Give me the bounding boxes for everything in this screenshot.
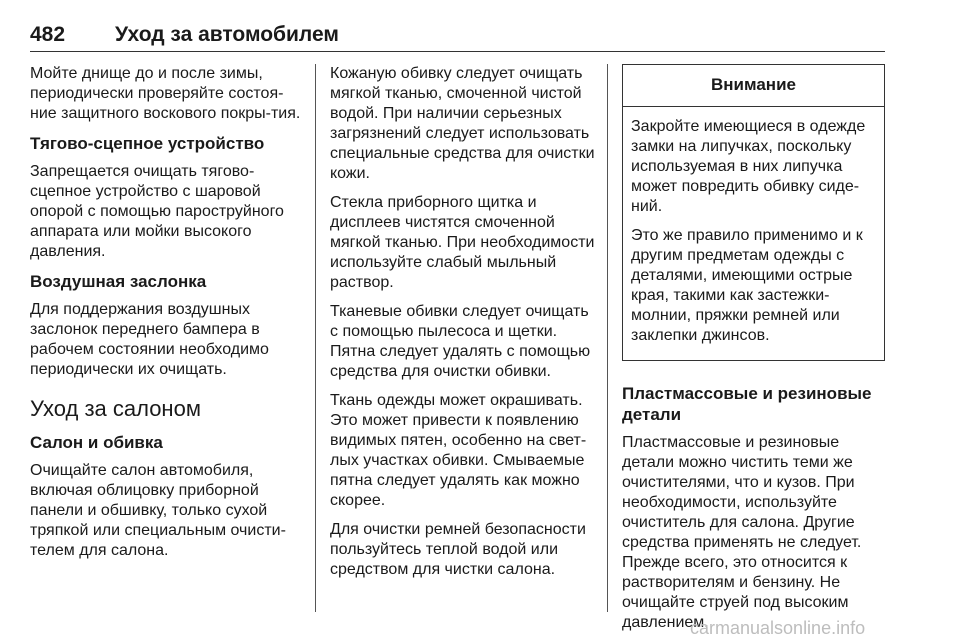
text-column-right	[622, 64, 885, 642]
air-flap-heading: Воздушная заслонка	[30, 272, 207, 291]
text-column-left	[30, 64, 302, 570]
page-header	[30, 22, 885, 52]
warning-paragraph-velcro: Закройте имеющиеся в одежде замки на липучках, поскольку используемая в них липучка может повредить обивку сиде-ний.	[631, 118, 866, 215]
leather-paragraph: Кожаную обивку следует очищать мягкой тканью, смоченной чистой водой. При наличии серьезных загрязнений следует использовать специальные средства для очистки кожи.	[330, 65, 595, 182]
towbar-heading: Тягово-сцепное устройство	[30, 134, 265, 153]
text-column-middle	[330, 64, 595, 589]
interior-care-heading: Уход за салоном	[30, 396, 201, 421]
seatbelt-paragraph: Для очистки ремней безопасности пользуйтесь теплой водой или средством для чистки салона.	[330, 521, 586, 578]
warning-title: Внимание	[623, 65, 884, 107]
column-divider-left	[315, 64, 316, 612]
watermark: carmanualsonline.info	[690, 618, 866, 638]
chapter-title: Уход за автомобилем	[115, 23, 339, 46]
warning-box	[622, 64, 885, 361]
page-number: 482	[30, 23, 66, 46]
fabric-paragraph: Тканевые обивки следует очищать с помощью пылесоса и щетки. Пятна следует удалять с помощью средства для очистки обивки.	[330, 303, 591, 380]
warning-body	[623, 107, 884, 360]
upholstery-paragraph: Очищайте салон автомобиля, включая облицовку приборной панели и обшивку, только сухой тряпкой или специальным очисти-телем для салона.	[30, 462, 286, 559]
upholstery-heading: Салон и обивка	[30, 433, 163, 452]
towbar-paragraph: Запрещается очищать тягово-сцепное устройство с шаровой опорой с помощью пароструйного аппарата или мойки высокого давления.	[30, 163, 284, 260]
display-glass-paragraph: Стекла приборного щитка и дисплеев чистятся смоченной мягкой тканью. При необходимости используйте слабый мыльный раствор.	[330, 194, 595, 291]
intro-paragraph: Мойте днище до и после зимы, периодически проверяйте состоя-ние защитного воскового покры-тия.	[30, 65, 301, 122]
clothing-dye-paragraph: Ткань одежды может окрашивать. Это может привести к появлению видимых пятен, особенно на свет-лых участках обивки. Смываемые пятна следует удалять как можно скорее.	[330, 392, 587, 509]
warning-paragraph-sharp-edges: Это же правило применимо и к другим предметам одежды с деталями, имеющими острые края, такими как застежки-молнии, пряжки ремней или заклепки джинсов.	[631, 227, 863, 344]
column-divider-right	[607, 64, 608, 612]
plastic-rubber-paragraph: Пластмассовые и резиновые детали можно чистить теми же очистителями, что и кузов. При необходимости, используйте очиститель для салона. Другие средства применять не следует. Прежде всего, это относится к растворителям и бензину. Не очищайте струей под высоким давлением.	[622, 434, 862, 631]
air-flap-paragraph: Для поддержания воздушных заслонок переднего бампера в рабочем состоянии необходимо периодически их очищать.	[30, 301, 269, 378]
plastic-rubber-heading: Пластмассовые и резиновые детали	[622, 384, 872, 424]
